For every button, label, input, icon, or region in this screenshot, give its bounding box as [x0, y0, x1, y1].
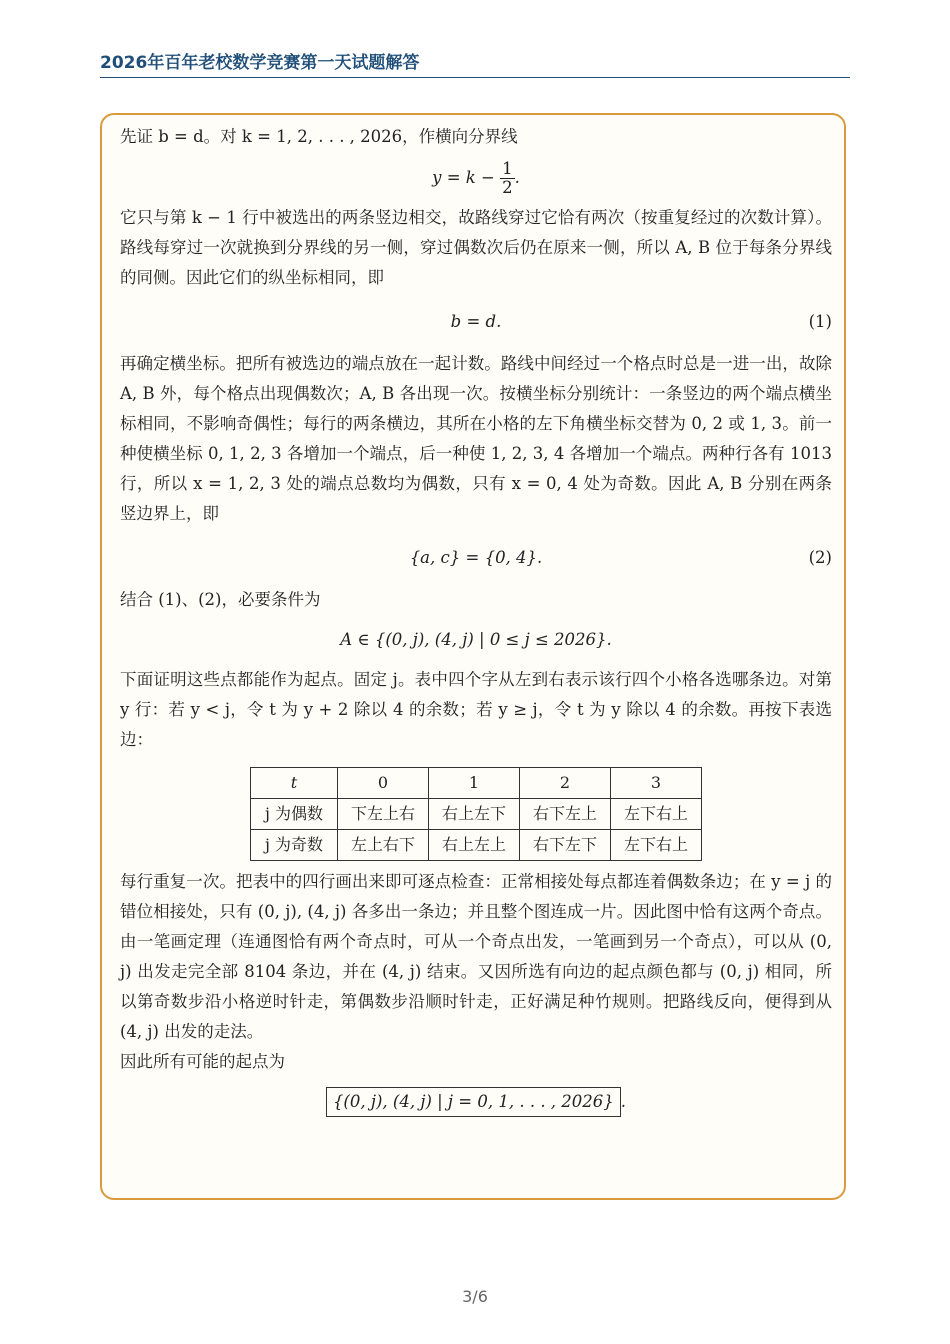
equation-1-body: b = d.	[450, 312, 502, 331]
table-cell: 左上右下	[338, 830, 429, 861]
paragraph-4: 结合 (1)、(2)，必要条件为	[120, 590, 321, 609]
solution-content	[120, 122, 832, 1117]
equation-y	[120, 160, 832, 197]
table-header-cell: 1	[429, 768, 520, 799]
table-cell: 右上左上	[429, 830, 520, 861]
paragraph-1: 先证 b = d。对 k = 1, 2, . . . , 2026，作横向分界线	[120, 127, 518, 146]
final-answer-box: {(0, j), (4, j) | j = 0, 1, . . . , 2026}	[326, 1087, 621, 1117]
table-cell: 右上左下	[429, 799, 520, 830]
equation-3	[120, 625, 832, 655]
equation-2	[120, 543, 832, 573]
table-header-row	[251, 768, 702, 799]
equation-y-left: y = k −	[432, 168, 495, 187]
table-row	[251, 799, 702, 830]
paragraph-5: 下面证明这些点都能作为起点。固定 j。表中四个字从左到右表示该行四个小格各选哪条边。对第 y 行：若 y < j，令 t 为 y + 2 除以 4 的余数；若 y ≥ j，令 t 为 y 除以 4 的余数。再按下表选边：	[120, 670, 832, 749]
page-title: 2026年百年老校数学竞赛第一天试题解答	[100, 53, 420, 73]
equation-2-number: (2)	[808, 548, 832, 567]
equation-1-number: (1)	[808, 312, 832, 331]
paragraph-7: 因此所有可能的起点为	[120, 1052, 285, 1071]
page-number: 3/6	[462, 1287, 488, 1306]
paragraph-2: 它只与第 k − 1 行中被选出的两条竖边相交，故路线穿过它恰有两次（按重复经过的次数计算）。路线每穿过一次就换到分界线的另一侧，穿过偶数次后仍在原来一侧，所以 A, B 位于每条分界线的同侧。因此它们的纵坐标相同，即	[120, 208, 832, 287]
paragraph-6: 每行重复一次。把表中的四行画出来即可逐点检查：正常相接处每点都连着偶数条边；在 y = j 的错位相接处，只有 (0, j), (4, j) 各多出一条边；并且整个图连成一片。因此图中恰有这两个奇点。由一笔画定理（连通图恰有两个奇点时，可从一个奇点出发，一笔画到另一个奇点），可以从 (0, j) 出发走完全部 8104 条边，并在 (4, j) 结束。又因所选有向边的起点颜色都与 (0, j) 相同，所以第奇数步沿小格逆时针走，第偶数步沿顺时针走，正好满足种竹规则。把路线反向，便得到从 (4, j) 出发的走法。	[120, 872, 832, 1041]
equation-3-body: A ∈ {(0, j), (4, j) | 0 ≤ j ≤ 2026}.	[340, 630, 612, 649]
table-cell: 左下右上	[611, 830, 702, 861]
equation-1	[120, 307, 832, 337]
equation-y-end: .	[514, 168, 520, 187]
table-header-cell: 3	[611, 768, 702, 799]
table-row	[251, 830, 702, 861]
table-header-cell: t	[251, 768, 338, 799]
final-answer-end: .	[620, 1092, 627, 1111]
paragraph-3: 再确定横坐标。把所有被选边的端点放在一起计数。路线中间经过一个格点时总是一进一出，故除 A, B 外，每个格点出现偶数次；A, B 各出现一次。按横坐标分别统计：一条竖边的两个端点横坐标相同，不影响奇偶性；每行的两条横边，其所在小格的左下角横坐标交替为 0, 2 或 1, 3。前一种使横坐标 0, 1, 2, 3 各增加一个端点，后一种使 1, 2, 3, 4 各增加一个端点。两种行各有 1013 行，所以 x = 1, 2, 3 处的端点总数均为偶数，只有 x = 0, 4 处为奇数。因此 A, B 分别在两条竖边界上，即	[120, 354, 832, 523]
selection-table	[250, 767, 702, 861]
fraction-half	[500, 160, 515, 197]
table-cell: 右下左上	[520, 799, 611, 830]
equation-2-body: {a, c} = {0, 4}.	[409, 548, 543, 567]
fraction-denominator: 2	[502, 178, 513, 197]
table-row-label: j 为偶数	[251, 799, 338, 830]
table-cell: 下左上右	[338, 799, 429, 830]
table-header-cell: 2	[520, 768, 611, 799]
table-row-label: j 为奇数	[251, 830, 338, 861]
table-cell: 右下左下	[520, 830, 611, 861]
table-header-cell: 0	[338, 768, 429, 799]
final-answer	[120, 1087, 832, 1117]
table-cell: 左下右上	[611, 799, 702, 830]
header-rule	[100, 77, 850, 78]
page-header	[100, 52, 850, 74]
fraction-numerator: 1	[502, 159, 513, 178]
